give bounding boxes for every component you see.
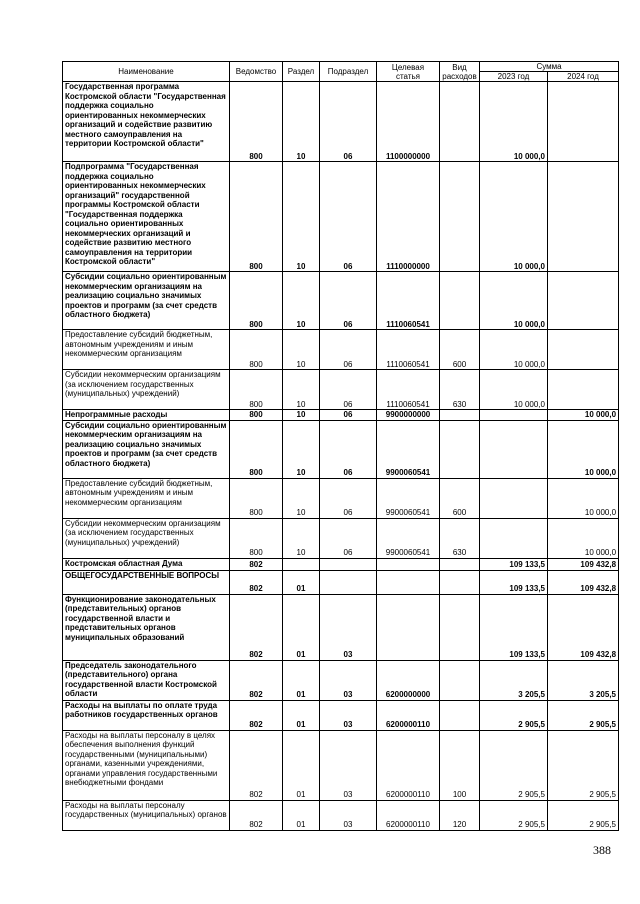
row-subsection: 06 [320,370,377,410]
table-row [63,570,619,594]
row-department: 800 [230,162,283,272]
row-sum-2023: 109 133,5 [480,570,548,594]
row-sum-2024: 10 000,0 [548,478,619,518]
row-subsection: 06 [320,82,377,162]
row-subsection: 06 [320,478,377,518]
row-target [377,558,440,570]
row-expense-type [440,162,480,272]
row-target: 6200000110 [377,800,440,830]
row-name: Предоставление субсидий бюджетным, автономным учреждениям и иным некоммерческим организациям [63,330,230,370]
table-row [63,410,619,421]
row-department: 800 [230,82,283,162]
table-row [63,700,619,730]
row-expense-type [440,660,480,700]
row-section: 01 [283,570,320,594]
row-department: 802 [230,660,283,700]
header-department: Ведомство [230,62,283,82]
header-target: Целевая статья [377,62,440,82]
row-target: 1110000000 [377,162,440,272]
row-department: 800 [230,420,283,478]
header-subsection: Подраздел [320,62,377,82]
row-section: 01 [283,700,320,730]
row-sum-2023: 2 905,5 [480,800,548,830]
row-department: 800 [230,478,283,518]
row-name: Костромская областная Дума [63,558,230,570]
row-expense-type: 120 [440,800,480,830]
row-expense-type [440,82,480,162]
row-name: Субсидии социально ориентированным некоммерческим организациям на реализацию социально значимых проектов и программ (за счет средств областного бюджета) [63,420,230,478]
row-expense-type [440,594,480,660]
row-sum-2024 [548,162,619,272]
row-department: 802 [230,594,283,660]
row-sum-2024: 109 432,8 [548,558,619,570]
row-name: Расходы на выплаты по оплате труда работников государственных органов [63,700,230,730]
row-name: Субсидии социально ориентированным некоммерческим организациям на реализацию социально значимых проектов и программ (за счет средств областного бюджета) [63,272,230,330]
row-subsection: 03 [320,594,377,660]
row-sum-2023: 10 000,0 [480,162,548,272]
row-sum-2023 [480,478,548,518]
row-sum-2023: 10 000,0 [480,82,548,162]
row-expense-type [440,410,480,421]
row-department: 800 [230,272,283,330]
table-row [63,82,619,162]
row-section: 01 [283,660,320,700]
row-sum-2023: 3 205,5 [480,660,548,700]
row-department: 802 [230,570,283,594]
row-target: 6200000000 [377,660,440,700]
row-expense-type: 100 [440,730,480,800]
table-body [63,82,619,831]
row-department: 802 [230,558,283,570]
row-subsection: 03 [320,660,377,700]
header-expense-type: Вид расходов [440,62,480,82]
row-expense-type: 600 [440,330,480,370]
row-target: 1110060541 [377,330,440,370]
row-name: Функционирование законодательных (представительных) органов государственной власти и представительных органов муниципальных образований [63,594,230,660]
page-number: 388 [593,843,611,857]
table-row [63,478,619,518]
row-sum-2024 [548,82,619,162]
row-subsection [320,558,377,570]
row-subsection: 06 [320,162,377,272]
row-target: 6200000110 [377,700,440,730]
row-sum-2023: 2 905,5 [480,700,548,730]
table-row [63,518,619,558]
row-sum-2023 [480,420,548,478]
row-subsection: 06 [320,518,377,558]
row-name: Расходы на выплаты персоналу государственных (муниципальных) органов [63,800,230,830]
row-department: 802 [230,730,283,800]
row-section: 01 [283,594,320,660]
row-sum-2024: 109 432,8 [548,594,619,660]
table-row [63,800,619,830]
row-sum-2024: 2 905,5 [548,730,619,800]
row-name: Расходы на выплаты персоналу в целях обеспечения выполнения функций государственными (муниципальными) органами, казенными учреждениями, органами управления государственными внебюджетными фондами [63,730,230,800]
table-row [63,272,619,330]
row-sum-2023: 109 133,5 [480,558,548,570]
row-sum-2023: 2 905,5 [480,730,548,800]
row-name: Субсидии некоммерческим организациям (за исключением государственных (муниципальных) учреждений) [63,370,230,410]
table-row [63,370,619,410]
row-department: 800 [230,410,283,421]
row-section: 10 [283,410,320,421]
row-sum-2024: 2 905,5 [548,700,619,730]
row-sum-2024 [548,370,619,410]
row-subsection: 03 [320,730,377,800]
row-sum-2023 [480,410,548,421]
row-target: 9900060541 [377,420,440,478]
row-section: 10 [283,82,320,162]
row-sum-2024: 3 205,5 [548,660,619,700]
row-subsection [320,570,377,594]
row-name: Предоставление субсидий бюджетным, автономным учреждениям и иным некоммерческим организациям [63,478,230,518]
row-target: 9900000000 [377,410,440,421]
row-name: Государственная программа Костромской области "Государственная поддержка социально ориентированных некоммерческих организаций и содействие развитию местного самоуправления на территории Костромской области" [63,82,230,162]
row-section: 10 [283,370,320,410]
row-name: ОБЩЕГОСУДАРСТВЕННЫЕ ВОПРОСЫ [63,570,230,594]
row-target [377,570,440,594]
row-section: 10 [283,272,320,330]
table-row [63,420,619,478]
row-sum-2024: 109 432,8 [548,570,619,594]
row-expense-type [440,570,480,594]
row-name: Председатель законодательного (представительного) органа государственной власти Костромской области [63,660,230,700]
row-expense-type: 630 [440,370,480,410]
row-subsection: 06 [320,420,377,478]
row-section: 10 [283,518,320,558]
row-target: 1110060541 [377,272,440,330]
row-expense-type [440,420,480,478]
row-name: Подпрограмма "Государственная поддержка социально ориентированных некоммерческих организаций" государственной программы Костромской области "Государственная поддержка социально ориентированных некоммерческих организаций и содействие развитию местного самоуправления на территории Костромской области" [63,162,230,272]
row-section: 01 [283,730,320,800]
table-row [63,660,619,700]
row-sum-2023: 10 000,0 [480,370,548,410]
row-sum-2023: 10 000,0 [480,330,548,370]
row-target: 1110060541 [377,370,440,410]
row-name: Субсидии некоммерческим организациям (за исключением государственных (муниципальных) учреждений) [63,518,230,558]
row-subsection: 03 [320,700,377,730]
row-section [283,558,320,570]
row-name: Непрограммные расходы [63,410,230,421]
row-expense-type: 630 [440,518,480,558]
row-subsection: 06 [320,330,377,370]
row-section: 10 [283,478,320,518]
row-section: 10 [283,330,320,370]
row-section: 10 [283,162,320,272]
row-expense-type [440,272,480,330]
row-sum-2024: 10 000,0 [548,410,619,421]
header-section: Раздел [283,62,320,82]
row-department: 800 [230,518,283,558]
row-expense-type: 600 [440,478,480,518]
row-target: 1100000000 [377,82,440,162]
table-row [63,594,619,660]
table-row [63,730,619,800]
row-department: 800 [230,370,283,410]
row-department: 800 [230,330,283,370]
row-sum-2023: 109 133,5 [480,594,548,660]
table-row [63,162,619,272]
header-year-2023: 2023 год [480,72,548,82]
row-section: 10 [283,420,320,478]
row-section: 01 [283,800,320,830]
table-row [63,330,619,370]
header-sum: Сумма [480,62,619,72]
row-sum-2024: 10 000,0 [548,518,619,558]
row-expense-type [440,700,480,730]
row-target: 6200000110 [377,730,440,800]
header-name: Наименование [63,62,230,82]
row-sum-2024 [548,330,619,370]
row-sum-2024 [548,272,619,330]
table-row [63,558,619,570]
budget-table [62,61,619,831]
row-sum-2024: 2 905,5 [548,800,619,830]
row-target: 9900060541 [377,518,440,558]
row-expense-type [440,558,480,570]
row-subsection: 06 [320,272,377,330]
row-subsection: 06 [320,410,377,421]
row-target [377,594,440,660]
row-department: 802 [230,700,283,730]
row-sum-2024: 10 000,0 [548,420,619,478]
row-target: 9900060541 [377,478,440,518]
row-sum-2023 [480,518,548,558]
header-year-2024: 2024 год [548,72,619,82]
row-subsection: 03 [320,800,377,830]
row-department: 802 [230,800,283,830]
row-sum-2023: 10 000,0 [480,272,548,330]
